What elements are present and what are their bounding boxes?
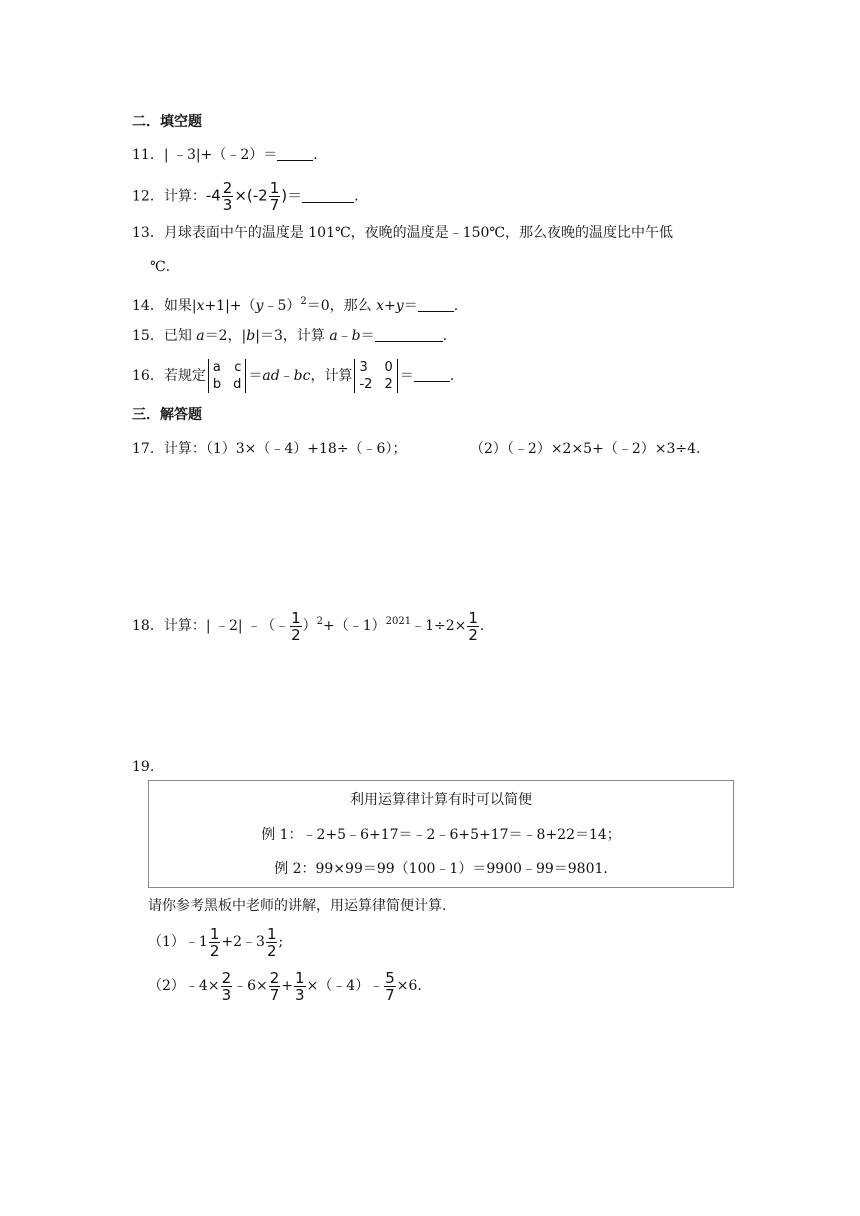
fraction — [266, 926, 278, 959]
denominator: 2 — [266, 941, 277, 960]
text-segment: 若规定 — [163, 368, 206, 384]
text-segment: ﹣ — [337, 328, 352, 344]
part-label: （1） — [148, 934, 185, 950]
numerator: 1 — [295, 968, 305, 987]
question-11 — [132, 146, 318, 164]
numerator: 5 — [385, 968, 395, 987]
determinant-numeric — [354, 359, 397, 393]
text-segment: ﹣1÷2× — [411, 618, 467, 634]
question-text: 月球表面中午的温度是 101℃，夜晚的温度是﹣150℃，那么夜晚的温度比中午低 — [163, 225, 674, 241]
numerator: 1 — [468, 608, 478, 627]
variable-b: b — [246, 328, 256, 344]
text-segment: 已知 — [163, 328, 197, 344]
question-18 — [132, 602, 484, 646]
text-segment: |＝3，计算 — [255, 328, 330, 344]
fraction — [290, 610, 302, 643]
numerator: 1 — [266, 924, 277, 943]
question-19-part-2 — [148, 966, 422, 1006]
matrix-entry: -2 — [359, 377, 373, 392]
question-number: 12． — [132, 188, 164, 205]
denominator: 7 — [269, 196, 280, 214]
answer-blank[interactable] — [418, 297, 454, 312]
answer-blank[interactable] — [414, 367, 450, 382]
part-label: （2） — [148, 978, 185, 994]
semicolon: ; — [278, 934, 284, 950]
variable-x: x — [376, 298, 385, 314]
text-segment: +（﹣1） — [323, 618, 386, 634]
text-segment: ＝ — [399, 368, 414, 384]
question-number: 14． — [132, 298, 164, 314]
text-segment: ＝ — [403, 298, 418, 314]
question-12 — [132, 180, 359, 213]
numerator: 1 — [269, 179, 280, 197]
answer-blank[interactable] — [302, 188, 354, 203]
fraction — [384, 970, 396, 1003]
fraction — [221, 970, 233, 1003]
variable-y: y — [255, 298, 264, 314]
question-number: 13． — [132, 225, 164, 241]
text-segment: ＝0，那么 — [306, 298, 377, 314]
denominator: 7 — [269, 985, 280, 1004]
mixed-number-whole: (-2 — [246, 186, 268, 205]
variable-a: a — [329, 328, 338, 344]
question-13-line2 — [150, 258, 170, 276]
question-19-instruction: 请你参考黑板中老师的讲解，用运算律简便计算. — [148, 898, 447, 914]
denominator: 2 — [209, 941, 220, 960]
variable-ad: ad — [262, 368, 280, 384]
text-segment: +1|+（ — [204, 298, 256, 314]
text-segment: ＝ — [248, 368, 263, 384]
denominator: 2 — [291, 625, 301, 644]
mixed-number-whole: -4 — [205, 186, 221, 205]
section-title-fill-in: 二．填空题 — [132, 114, 202, 130]
text-segment: ﹣ — [279, 368, 294, 384]
denominator: 3 — [222, 196, 233, 214]
text-segment: 如果| — [163, 298, 197, 314]
board-line-title: 利用运算律计算有时可以简便 — [350, 792, 532, 808]
fraction — [467, 610, 479, 643]
close-paren-equals: )＝ — [281, 186, 303, 205]
fraction — [209, 926, 221, 959]
question-number: 18． — [132, 618, 164, 634]
period: . — [479, 618, 485, 634]
numerator: 2 — [269, 968, 280, 987]
numerator: 2 — [222, 179, 233, 197]
variable-bc: bc — [293, 368, 311, 384]
numerator: 1 — [209, 924, 220, 943]
determinant-definition — [208, 359, 247, 393]
variable-y: y — [395, 298, 404, 314]
text-segment: ﹣5） — [263, 298, 301, 314]
matrix-entry: a — [212, 360, 221, 375]
question-number: 16． — [132, 368, 164, 384]
denominator: 3 — [221, 985, 232, 1004]
question-16 — [132, 356, 454, 396]
question-text: | ﹣3|+（﹣2）＝ — [163, 147, 278, 163]
variable-b: b — [351, 328, 361, 344]
text-segment: + — [384, 298, 396, 314]
matrix-entry: c — [234, 360, 242, 375]
exponent: 2021 — [385, 616, 412, 627]
matrix-entry: 3 — [359, 360, 368, 375]
text-segment: + — [281, 978, 294, 994]
text-segment: ＝ — [360, 328, 375, 344]
question-text: ℃. — [150, 259, 171, 275]
matrix-entry: 0 — [384, 360, 393, 375]
text-segment: ） — [302, 618, 317, 634]
fraction — [269, 970, 281, 1003]
exponent: 2 — [300, 296, 307, 307]
period: . — [442, 328, 448, 344]
text-segment: ﹣1 — [184, 934, 208, 950]
text-segment: ﹣4× — [184, 978, 220, 994]
question-14 — [132, 293, 458, 315]
variable-x: x — [196, 298, 205, 314]
question-number: 15． — [132, 328, 164, 344]
section-title-solve: 三．解答题 — [132, 407, 202, 423]
text-segment: ×6. — [396, 978, 422, 994]
times-sign: × — [234, 186, 247, 205]
question-15 — [132, 327, 447, 345]
text-segment: ﹣6× — [233, 978, 268, 994]
question-part-2: （2）（﹣2）×2×5+（﹣2）×3÷4. — [470, 441, 701, 457]
board-line-example-2: 例 2：99×99＝99（100﹣1）＝9900﹣99＝9801. — [274, 861, 608, 877]
numerator: 1 — [291, 608, 301, 627]
text-segment: 计算：| ﹣2| ﹣（﹣ — [163, 618, 290, 634]
numerator: 2 — [221, 968, 232, 987]
variable-a: a — [196, 328, 205, 344]
fraction — [269, 180, 281, 213]
fraction — [222, 180, 234, 213]
question-17 — [132, 440, 406, 458]
period: . — [313, 147, 318, 163]
fraction — [294, 970, 306, 1003]
denominator: 7 — [385, 985, 395, 1004]
blackboard-box — [148, 780, 734, 888]
text-segment: ＝2，| — [204, 328, 247, 344]
matrix-entry: d — [233, 377, 242, 392]
period: . — [354, 188, 359, 205]
answer-blank[interactable] — [375, 327, 443, 342]
denominator: 3 — [295, 985, 305, 1004]
question-13 — [132, 224, 673, 242]
question-number: 17． — [132, 441, 164, 457]
question-19-number — [132, 758, 154, 776]
matrix-entry: b — [212, 377, 222, 392]
text-segment: +2﹣3 — [221, 934, 265, 950]
period: . — [453, 298, 459, 314]
question-number: 11． — [132, 147, 164, 163]
text-segment: ×（﹣4）﹣ — [306, 978, 384, 994]
question-part-1: 计算：（1）3×（﹣4）+18÷（﹣6）； — [163, 441, 407, 457]
question-number: 19. — [132, 759, 155, 775]
question-label: 计算： — [163, 188, 206, 205]
matrix-entry: 2 — [384, 377, 393, 392]
question-17-part2 — [470, 440, 700, 458]
question-19-part-1 — [148, 922, 283, 962]
board-line-example-1: 例 1：﹣2+5﹣6+17＝﹣2﹣6+5+17＝﹣8+22＝14； — [261, 827, 621, 843]
exponent: 2 — [316, 616, 323, 627]
denominator: 2 — [468, 625, 478, 644]
period: . — [449, 368, 455, 384]
answer-blank[interactable] — [277, 146, 313, 161]
text-segment: ，计算 — [310, 368, 353, 384]
